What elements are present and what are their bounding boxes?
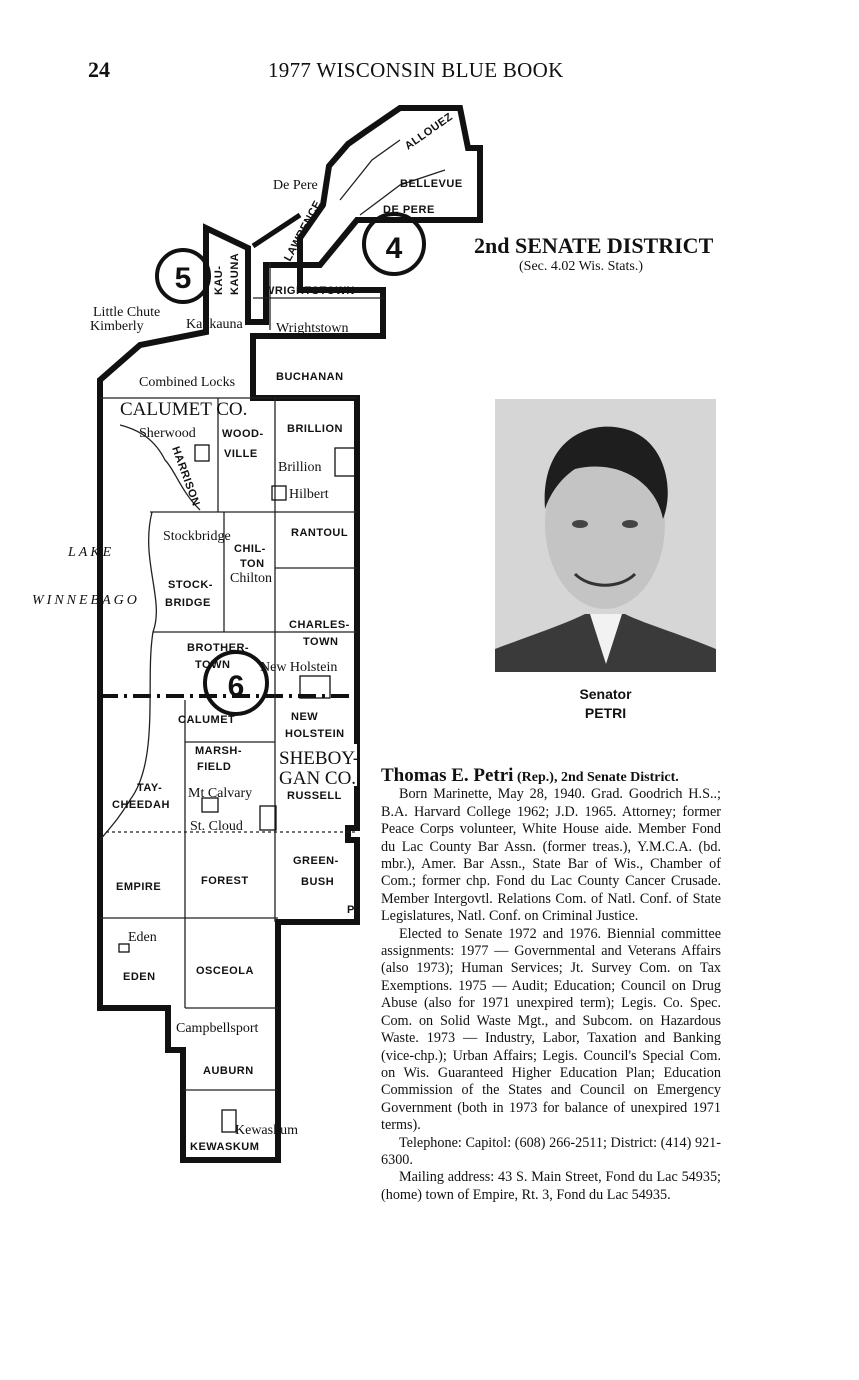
photo-caption-name: PETRI bbox=[584, 705, 627, 721]
town-label: BUCHANAN bbox=[276, 371, 344, 383]
town-label: P bbox=[347, 904, 355, 916]
town-label: CALUMET bbox=[178, 714, 236, 726]
county-label: GAN CO. bbox=[279, 768, 357, 789]
biography bbox=[381, 767, 721, 1204]
city-label: Kaukauna bbox=[186, 317, 243, 332]
town-label: TOWN bbox=[195, 659, 231, 671]
town-label: NEW bbox=[291, 711, 319, 723]
portrait-image bbox=[495, 399, 716, 672]
town-label: BELLEVUE bbox=[400, 178, 463, 190]
town-label: CHARLES- bbox=[289, 619, 350, 631]
town-label: STOCK- bbox=[168, 579, 213, 591]
district-6-number: 6 bbox=[227, 670, 245, 703]
town-label: EMPIRE bbox=[116, 881, 162, 893]
city-label: Stockbridge bbox=[163, 529, 231, 544]
senator-photo bbox=[495, 399, 716, 672]
town-label: BRILLION bbox=[287, 423, 343, 435]
page-number: 24 bbox=[88, 57, 110, 82]
town-label: EDEN bbox=[123, 971, 156, 983]
town-label: MARSH- bbox=[195, 745, 242, 757]
senator-name: Thomas E. Petri bbox=[381, 765, 514, 786]
city-label: De Pere bbox=[273, 178, 318, 193]
bio-paragraph: Born Marinette, May 28, 1940. Grad. Goodrich H.S..; B.A. Harvard College 1962; J.D. 1965. Attorney; former Peace Corps volunteer, White House aide. Member Fond du Lac County Bar Assn. (former treas.), Y.M.C.A. (bd. mbr.), Amer. Bar Assn., State Bar of Wis., Chamber of Com.; former chp. Fond du Lac County Cancer Crusade. Member Intergovtl. Relations Com. of Natl. Conf. of State Legislatures, Natl. Conf. on Criminal Justice. bbox=[381, 786, 721, 925]
city-label: Kimberly bbox=[90, 319, 144, 334]
city-label: Mt Calvary bbox=[188, 786, 253, 801]
town-label: DE PERE bbox=[383, 204, 435, 216]
town-label: TON bbox=[240, 558, 265, 570]
town-label: FIELD bbox=[197, 761, 232, 773]
city-label: Campbellsport bbox=[176, 1021, 259, 1036]
district-4-number: 4 bbox=[385, 232, 403, 265]
photo-caption: Senator bbox=[579, 686, 632, 702]
town-label: CHIL- bbox=[234, 543, 266, 555]
bio-paragraph: Elected to Senate 1972 and 1976. Biennial committee assignments: 1977 — Governmental and Veterans Affairs (also 1973); Human Services; Jt. Survey Com. on Tax Exemptions. 1975 — Audit; Education; Council on Drug Abuse (also for 1971 unexpired term); Legis. Co. Spec. Com. on Solid Waste Mgt., and Subcom. on Hazardous Waste. 1973 — Industry, Labor, Taxation and Banking (vice-chp.); Urban Affairs; Legis. Council's Special Com. on Wis. Guaranteed Higher Education Plan; Education Commission of the States and Council on Emergency Government (both in 1973 for balance of unexpired 1971 terms). bbox=[381, 925, 721, 1134]
bio-paragraph: Telephone: Capitol: (608) 266-2511; District: (414) 921-6300. bbox=[381, 1134, 721, 1168]
lake-label: LAKE bbox=[68, 545, 115, 560]
district-title: 2nd SENATE DISTRICT bbox=[474, 233, 714, 258]
town-label: HARRISON bbox=[169, 444, 202, 508]
city-label: Wrightstown bbox=[276, 321, 349, 336]
town-label: GREEN- bbox=[293, 855, 339, 867]
city-label: Little Chute bbox=[93, 305, 161, 320]
town-label: TOWN bbox=[303, 636, 339, 648]
town-label: RANTOUL bbox=[291, 527, 349, 539]
town-label: WRIGHTSTOWN bbox=[264, 285, 355, 297]
district-statute: (Sec. 4.02 Wis. Stats.) bbox=[519, 259, 644, 274]
county-label: SHEBOY- bbox=[279, 748, 360, 769]
city-label: Sherwood bbox=[139, 426, 196, 441]
town-label: BROTHER- bbox=[187, 642, 250, 654]
town-label: BRIDGE bbox=[165, 597, 211, 609]
lake-label: WINNEBAGO bbox=[32, 593, 140, 608]
city-label: St. Cloud bbox=[190, 819, 243, 834]
city-label: Eden bbox=[128, 930, 157, 945]
party-district: (Rep.), 2nd Senate District. bbox=[517, 770, 679, 785]
city-label: New Holstein bbox=[260, 660, 338, 675]
town-label: AUBURN bbox=[203, 1065, 254, 1077]
city-label: Brillion bbox=[278, 460, 322, 475]
city-label: Combined Locks bbox=[139, 375, 236, 390]
town-label: TAY- bbox=[137, 782, 163, 794]
city-label: Kewaskum bbox=[235, 1123, 298, 1138]
town-label: CHEEDAH bbox=[112, 799, 170, 811]
town-label: LAWRENCE bbox=[282, 198, 325, 264]
town-label: HOLSTEIN bbox=[285, 728, 345, 740]
district-5-number: 5 bbox=[174, 262, 192, 295]
town-label: KAUNA bbox=[229, 252, 241, 295]
town-label: OSCEOLA bbox=[196, 965, 254, 977]
town-label: KAU- bbox=[213, 265, 225, 295]
running-head: 1977 WISCONSIN BLUE BOOK bbox=[268, 58, 564, 82]
town-label: FOREST bbox=[201, 875, 249, 887]
bio-heading bbox=[381, 767, 721, 786]
town-label: RUSSELL bbox=[287, 790, 342, 802]
city-label: Chilton bbox=[230, 571, 273, 586]
town-label: KEWASKUM bbox=[190, 1141, 260, 1153]
town-label: ALLOUEZ bbox=[402, 110, 456, 153]
town-label: BUSH bbox=[301, 876, 335, 888]
town-label: VILLE bbox=[224, 448, 258, 460]
town-label: WOOD- bbox=[222, 428, 264, 440]
county-label: CALUMET CO. bbox=[120, 399, 248, 420]
city-label: Hilbert bbox=[289, 487, 329, 502]
bio-paragraph: Mailing address: 43 S. Main Street, Fond du Lac 54935; (home) town of Empire, Rt. 3, Fond du Lac 54935. bbox=[381, 1169, 721, 1203]
